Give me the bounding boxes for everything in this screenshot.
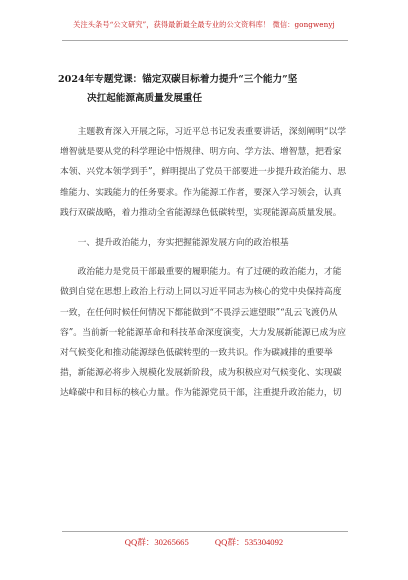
header-divider (62, 40, 348, 41)
document-title-line-1: 2024年专题党课：锚定双碳目标着力提升“三个能力”坚 (58, 74, 298, 85)
footer (0, 536, 408, 548)
section-1-heading: 一、提升政治能力，夯实把握能源发展方向的政治根基 (77, 238, 289, 249)
footer-qq-group-2: QQ群：535304092 (214, 537, 284, 547)
intro-paragraph: 主题教育深入开展之际，习近平总书记发表重要讲话，深刻阐明“以学增智就是要从党的科学理论中悟规律、明方向、学方法、增智慧，把看家本领、兴党本领学到手”，鲜明提出了党员干部要进一步提升政治能力、思维能力、实践能力的任务要求。作为能源工作者，要深入学习领会，认真践行双碳战略，着力推动全省能源绿色低碳转型，实现能源高质量发展。 (60, 127, 346, 218)
document-title-line-2: 决扛起能源高质量发展重任 (87, 93, 203, 104)
footer-qq-group-1: QQ群：30265665 (124, 537, 189, 547)
document-body (60, 122, 350, 404)
section-1-paragraph: 政治能力是党员干部最重要的履职能力。有了过硬的政治能力，才能做到自觉在思想上政治上行动上同以习近平同志为核心的党中央保持高度一致，在任何时候任何情况下都能做到“不畏浮云遮望眼”“乱云飞渡仍从容”。当前新一轮能源革命和科技革命深度演变，大力发展新能源已成为应对气候变化和推动能源绿色低碳转型的一致共识。作为碳减排的重要举措，新能源必将步入规模化发展新阶段，成为积极应对气候变化、实现碳达峰碳中和目标的核心力量。作为能源党员干部，注重提升政治能力，切 (60, 267, 346, 399)
header-banner: 关注头条号“公文研究”，获得最新最全最专业的公文资料库！ 微信：gongwenyj (73, 20, 335, 29)
document-title (58, 70, 358, 108)
footer-divider (62, 531, 348, 532)
